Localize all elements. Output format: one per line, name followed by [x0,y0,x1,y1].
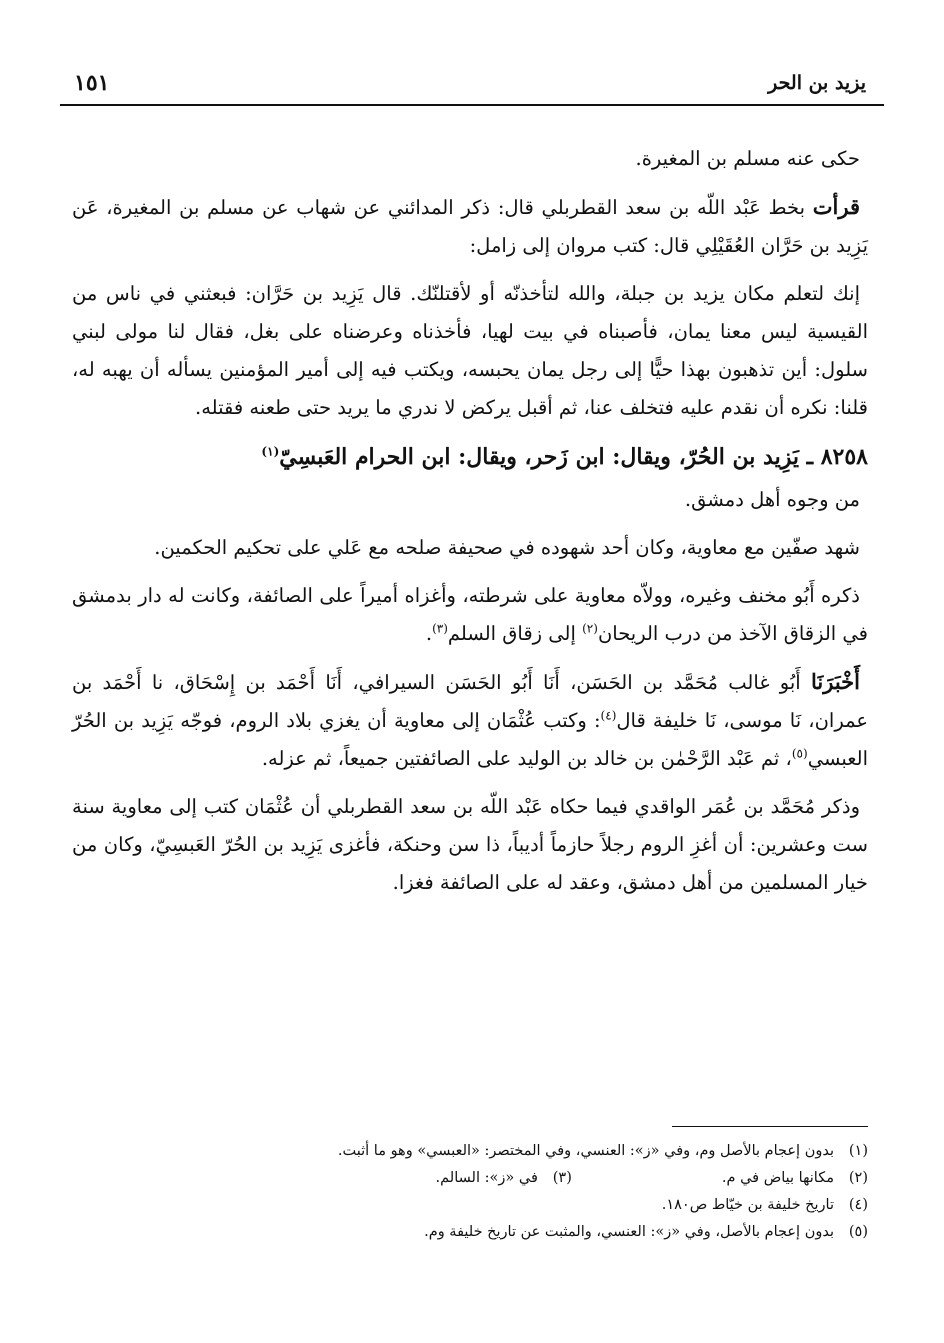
entry-heading [72,437,868,477]
running-title: يزيد بن الحر [768,72,866,94]
footnote-number: (٣) [552,1170,572,1186]
footnote-ref: (٥) [791,746,808,761]
footnote-text: بدون إعجام بالأصل وم، وفي «ز»: العنسي، وفي المختصر: «العبسي» وهو ما أثبت. [337,1143,834,1159]
footnote-text: في «ز»: السالم. [435,1170,538,1186]
footnote-ref: (٣) [432,621,448,636]
entry-title: ـ يَزِيد بن الحُرّ، ويقال: ابن زَحر، ويقال: ابن الحرام العَبسِيّ [279,444,821,470]
footnote [72,1219,868,1246]
footnote-text: مكانها بياض في م. [721,1170,834,1186]
paragraph: من وجوه أهل دمشق. [684,488,860,511]
footnote-number: (٥) [848,1224,868,1240]
page-number: ١٥١ [74,70,110,96]
footnote-divider [672,1126,868,1127]
footnote-ref: (٢) [582,621,598,636]
footnote-ref: (٤) [600,708,617,723]
footnote-number: (١) [848,1143,868,1159]
paragraph: حكى عنه مسلم بن المغيرة. [635,147,860,170]
header-divider [60,104,884,106]
page-header [60,68,884,102]
paragraph: إنك لتعلم مكان يزيد بن جبلة، والله لتأخذنّه أو لأقتلنّك. قال يَزِيد بن حَرَّان: فبعثني في ناس من القيسية ليس معنا يمان، فأصبناه في بيت لهيا، فأخذناه وعرضناه على بغل، فقال لنا مولى لبني سلول: أين تذهبون بهذا حيًّا إلى رجل يمان يحبسه، ويكتب فيه إلى أمير المؤمنين يسأله أن يهبه له، قلنا: نكره أن نقدم عليه فتخلف عنا، ثم أقبل يركض لا ندري ما يريد حتى طعنه فقتله. [72,282,868,419]
paragraph: أَخْبَرَنَا أَبُو غالب مُحَمَّد بن الحَسَن، أَنَا أَبُو الحَسَن السيرافي، أَنَا أَحْمَد بن إِسْحَاق، نا أَحْمَد بن عمران، نَا موسى، نَا خليفة قال$^{(٤)}$: وكتب عُثْمَان إلى معاوية أن يغزي بلاد الروم، فوجّه يَزِيد بن الحُرّ العبسي$^{(٥)}$، ثم عَبْد الرَّحْمٰن بن خالد بن الوليد على الصائفتين جميعاً، ثم عزله. [72,669,868,770]
footnote [436,1165,572,1192]
footnotes [72,1138,868,1246]
paragraph: شهد صفّين مع معاوية، وكان أحد شهوده في صحيفة صلحه مع عَلي على تحكيم الحكمين. [154,536,860,559]
footnote [72,1192,868,1219]
footnote-text: بدون إعجام بالأصل، وفي «ز»: العنسي، والمثبت عن تاريخ خليفة وم. [424,1224,834,1240]
footnote-number: (٤) [848,1197,868,1213]
paragraph: ذكره أَبُو مخنف وغيره، وولاّه معاوية على شرطته، وأغزاه أميراً على الصائفة، وكانت له دار بدمشق في الزقاق الآخذ من درب الريحان$^{(٢)}$ إلى زقاق السلم$^{(٣)}$. [72,584,868,645]
main-text [72,140,868,912]
footnote-text: تاريخ خليفة بن خيّاط ص١٨٠. [661,1197,834,1213]
entry-number: ٨٢٥٨ [820,444,868,470]
lead-word: أَخْبَرَنَا [811,669,860,694]
footnote-number: (٢) [848,1170,868,1186]
paragraph: وذكر مُحَمَّد بن عُمَر الواقدي فيما حكاه عَبْد اللّه بن سعد القطربلي أن عُثْمَان كتب إلى معاوية سنة ست وعشرين: أن أغزِ الروم رجلاً حازماً أديباً، ذا سن وحنكة، فأغزى يَزِيد بن الحُرّ العَبسِيّ، وكان من خيار المسلمين من أهل دمشق، وعقد له على الصائفة فغزا. [72,795,868,894]
footnote [72,1138,868,1165]
footnote-ref: (١) [261,444,280,459]
paragraph: قرأت بخط عَبْد اللّه بن سعد القطربلي قال: ذكر المدائني عن شهاب عن مسلم بن المغيرة، عَن يَزِيد بن حَرَّان العُقَيْلِي قال: كتب مروان إلى زامل: [72,194,868,257]
footnote [722,1165,868,1192]
footnote-row [72,1165,868,1192]
lead-word: قرأت [812,194,860,219]
